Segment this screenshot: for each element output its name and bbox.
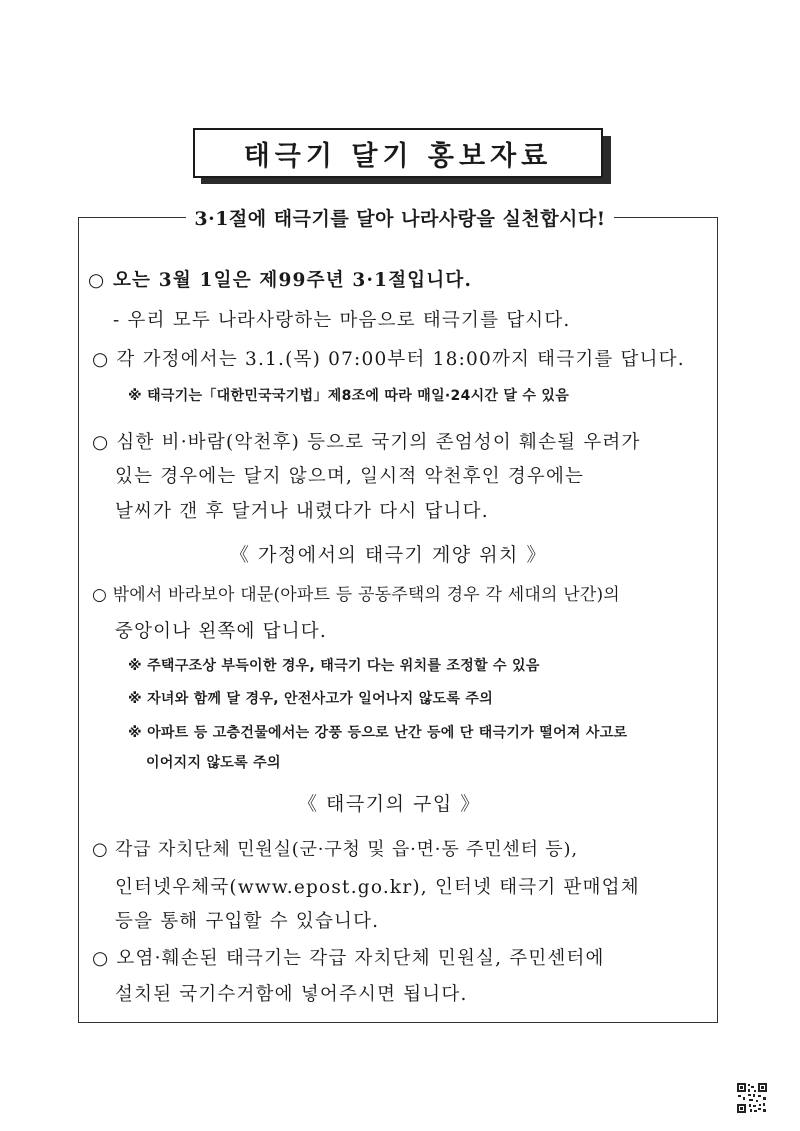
title-block bbox=[193, 128, 605, 180]
note-children: ※ 자녀와 함께 달 경우, 안전사고가 일어나지 않도록 주의 bbox=[128, 691, 494, 707]
bullet-purchase: ○ 각급 자치단체 민원실(군·구청 및 읍·면·동 주민센터 등), bbox=[92, 839, 578, 860]
bullet-disposal-line2: 설치된 국기수거함에 넣어주시면 됩니다. bbox=[115, 984, 468, 1005]
bullet-purchase-line2: 인터넷우체국(www.epost.go.kr), 인터넷 태극기 판매업체 bbox=[115, 877, 640, 898]
sub-line-hang-flag: - 우리 모두 나라사랑하는 마음으로 태극기를 답시다. bbox=[113, 310, 571, 331]
frame-title-text: 3·1절에 태극기를 달아 나라사랑을 실천합시다! bbox=[186, 208, 613, 230]
section-heading-position: 《 가정에서의 태극기 게양 위치 》 bbox=[230, 544, 547, 566]
section-heading-purchase: 《 태극기의 구입 》 bbox=[298, 793, 481, 815]
note-apartment: ※ 아파트 등 고층건물에서는 강풍 등으로 난간 등에 단 태극기가 떨어져 사고로 bbox=[128, 725, 628, 741]
note-housing: ※ 주택구조상 부득이한 경우, 태극기 다는 위치를 조정할 수 있음 bbox=[128, 658, 540, 674]
bullet-hours: ○ 각 가정에서는 3.1.(목) 07:00부터 18:00까지 태극기를 답니다. bbox=[92, 349, 685, 370]
bullet-weather-line2: 있는 경우에는 달지 않으며, 일시적 악천후인 경우에는 bbox=[115, 466, 585, 487]
note-apartment-line2: 이어지지 않도록 주의 bbox=[146, 755, 281, 771]
note-flag-law: ※ 태극기는「대한민국국기법」제8조에 따라 매일·24시간 달 수 있음 bbox=[128, 388, 570, 404]
bullet-weather: ○ 심한 비·바람(악천후) 등으로 국기의 존엄성이 훼손될 우려가 bbox=[92, 432, 641, 453]
page-title: 태극기 달기 홍보자료 bbox=[193, 128, 603, 178]
qr-code-icon bbox=[736, 1082, 768, 1114]
bullet-purchase-line3: 등을 통해 구입할 수 있습니다. bbox=[115, 911, 380, 932]
bullet-date: ○ 오는 3월 1일은 제99주년 3·1절입니다. bbox=[88, 270, 473, 291]
bullet-disposal: ○ 오염·훼손된 태극기는 각급 자치단체 민원실, 주민센터에 bbox=[92, 948, 605, 969]
bullet-position-line2: 중앙이나 왼쪽에 답니다. bbox=[115, 621, 327, 642]
bullet-weather-line3: 날씨가 갠 후 달거나 내렸다가 다시 답니다. bbox=[115, 501, 489, 522]
bullet-position: ○ 밖에서 바라보아 대문(아파트 등 공동주택의 경우 각 세대의 난간)의 bbox=[92, 585, 620, 605]
